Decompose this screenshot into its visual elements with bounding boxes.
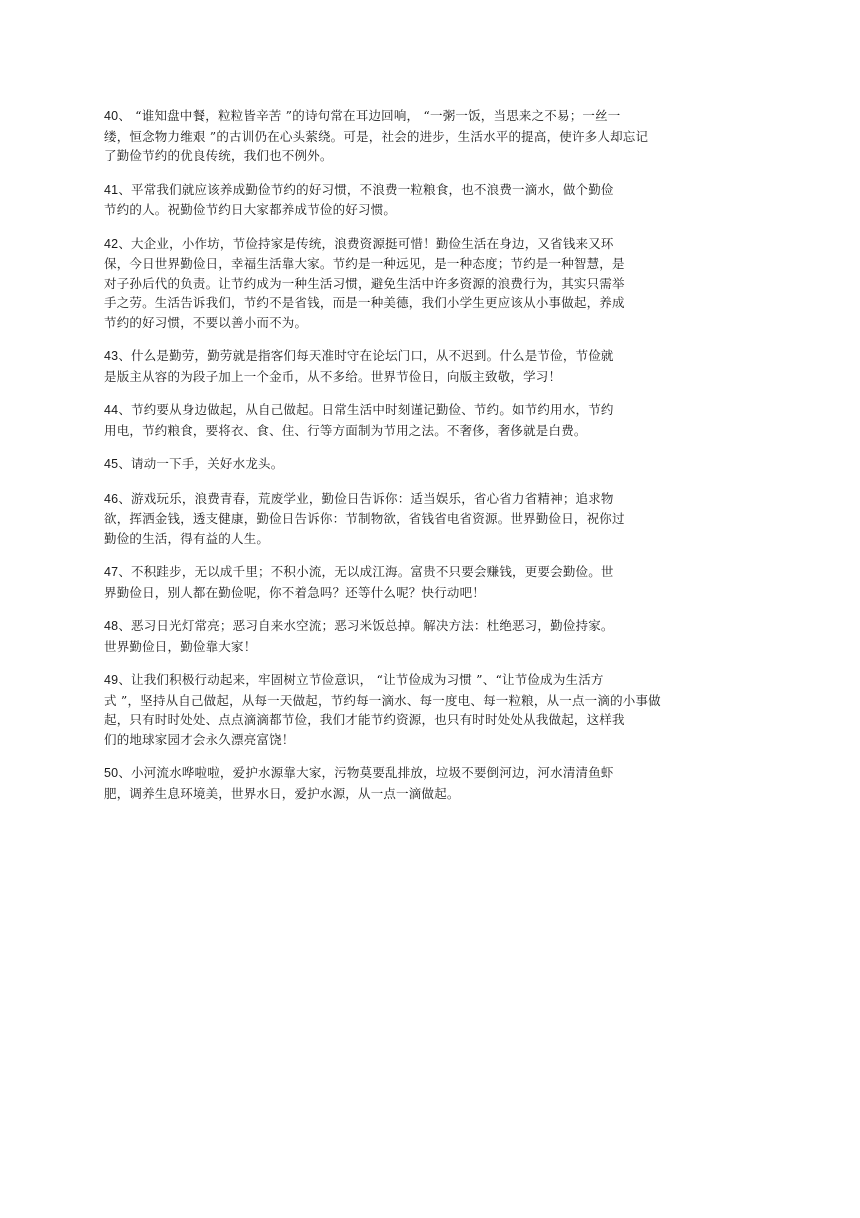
paragraph-line bbox=[104, 489, 764, 510]
paragraph-line: 式 ”，坚持从自己做起，从每一天做起，节约每一滴水、每一度电、每一粒粮，从一点一滴的小事做 bbox=[104, 692, 661, 708]
paragraph-text: 、平常我们就应该养成勤俭节约的好习惯，不浪费一粒粮食，也不浪费一滴水，做个勤俭 bbox=[118, 181, 614, 197]
paragraph-line: 节约的人。祝勤俭节约日大家都养成节俭的好习惯。 bbox=[104, 202, 397, 217]
paragraph-line: 是版主从容的为段子加上一个金币，从不多给。世界节俭日，向版主致敬，学习！ bbox=[104, 368, 562, 384]
paragraph-number: 40 bbox=[104, 109, 119, 123]
paragraph-text: 、小河流水哗啦啦，爱护水源靠大家，污物莫要乱排放，垃圾不要倒河边，河水清清鱼虾 bbox=[118, 765, 614, 780]
paragraph-line bbox=[104, 106, 764, 127]
paragraph-number: 45 bbox=[104, 457, 119, 471]
paragraph-number: 46 bbox=[104, 491, 119, 506]
paragraph-number: 43 bbox=[104, 349, 119, 363]
paragraph-line bbox=[104, 616, 764, 637]
paragraph-line: 起，只有时时处处、点点滴滴都节俭，我们才能节约资源，也只有时时处处从我做起，这样我 bbox=[104, 712, 625, 727]
paragraph-line bbox=[104, 346, 764, 367]
paragraph-number: 42 bbox=[104, 236, 119, 251]
paragraph-number: 49 bbox=[104, 673, 119, 687]
paragraph-text: 、大企业，小作坊，节俭持家是传统，浪费资源挺可惜！勤俭生活在身边，又省钱来又环 bbox=[118, 235, 614, 251]
paragraph-46 bbox=[104, 489, 764, 549]
paragraph-40 bbox=[104, 106, 764, 166]
paragraph-line: 对子孙后代的负责。让节约成为一种生活习惯，避免生活中许多资源的浪费行为，其实只需举 bbox=[104, 275, 625, 291]
paragraph-49 bbox=[104, 670, 764, 749]
paragraph-line: 界勤俭日，别人都在勤俭呢，你不着急吗？还等什么呢？快行动吧！ bbox=[104, 584, 486, 600]
paragraph-line: 手之劳。生活告诉我们，节约不是省钱，而是一种美德，我们小学生更应该从小事做起，养成 bbox=[104, 295, 625, 310]
document-body bbox=[104, 106, 764, 817]
paragraph-line bbox=[104, 180, 764, 201]
paragraph-50 bbox=[104, 763, 764, 803]
paragraph-text: 、游戏玩乐，浪费青春，荒废学业，勤俭日告诉你：适当娱乐，省心省力省精神；追求物 bbox=[118, 490, 614, 506]
paragraph-number: 48 bbox=[104, 619, 119, 633]
paragraph-47 bbox=[104, 562, 764, 602]
paragraph-41 bbox=[104, 180, 764, 220]
paragraph-42 bbox=[104, 234, 764, 333]
paragraph-line bbox=[104, 234, 764, 255]
paragraph-line: 节约的好习惯，不要以善小而不为。 bbox=[104, 314, 308, 330]
paragraph-number: 41 bbox=[104, 182, 119, 197]
paragraph-line: 用电，节约粮食，要将衣、食、住、行等方面制为节用之法。不奢侈，奢侈就是白费。 bbox=[104, 422, 587, 438]
paragraph-text: 、恶习日光灯常亮；恶习自来水空流；恶习米饭总掉。解决方法：杜绝恶习，勤俭持家。 bbox=[118, 618, 614, 633]
paragraph-text: 、什么是勤劳，勤劳就是指客们每天准时守在论坛门口，从不迟到。什么是节俭，节俭就 bbox=[118, 348, 614, 363]
paragraph-line bbox=[104, 562, 764, 583]
paragraph-line bbox=[104, 763, 764, 784]
paragraph-text: 、节约要从身边做起，从自己做起。日常生活中时刻谨记勤俭、节约。如节约用水，节约 bbox=[118, 402, 614, 417]
paragraph-text: 、请动一下手，关好水龙头。 bbox=[118, 456, 284, 471]
paragraph-number: 47 bbox=[104, 565, 119, 579]
paragraph-line: 缕，恒念物力维艰 ”的古训仍在心头萦绕。可是，社会的进步，生活水平的提高，使许多人却忘记 bbox=[104, 128, 649, 144]
paragraph-44 bbox=[104, 400, 764, 440]
paragraph-text: 、不积跬步，无以成千里；不积小流，无以成江海。富贵不只要会赚钱，更要会勤俭。世 bbox=[118, 564, 614, 579]
paragraph-line bbox=[104, 670, 764, 691]
paragraph-number: 50 bbox=[104, 766, 119, 780]
paragraph-line: 世界勤俭日，勤俭靠大家！ bbox=[104, 638, 257, 654]
paragraph-line: 勤俭的生活，得有益的人生。 bbox=[104, 530, 270, 546]
paragraph-text: 、 “谁知盘中餐，粒粒皆辛苦 ”的诗句常在耳边回响， “一粥一饭，当思来之不易；一丝一 bbox=[118, 108, 621, 123]
paragraph-line: 了勤俭节约的优良传统，我们也不例外。 bbox=[104, 148, 333, 163]
paragraph-line bbox=[104, 454, 764, 475]
paragraph-45 bbox=[104, 454, 764, 475]
paragraph-line: 保，今日世界勤俭日，幸福生活靠大家。节约是一种远见，是一种态度；节约是一种智慧，是 bbox=[104, 256, 625, 271]
paragraph-48 bbox=[104, 616, 764, 656]
paragraph-number: 44 bbox=[104, 403, 119, 417]
paragraph-text: 、让我们积极行动起来，牢固树立节俭意识， “让节俭成为习惯 ”、“让节俭成为生活方 bbox=[118, 672, 604, 687]
paragraph-line: 肥，调养生息环境美，世界水日，爱护水源，从一点一滴做起。 bbox=[104, 785, 460, 801]
paragraph-line: 欲，挥洒金钱，透支健康，勤俭日告诉你：节制物欲，省钱省电省资源。世界勤俭日，祝你过 bbox=[104, 511, 625, 526]
paragraph-43 bbox=[104, 346, 764, 386]
paragraph-line bbox=[104, 400, 764, 421]
paragraph-line: 们的地球家园才会永久漂亮富饶！ bbox=[104, 731, 295, 747]
